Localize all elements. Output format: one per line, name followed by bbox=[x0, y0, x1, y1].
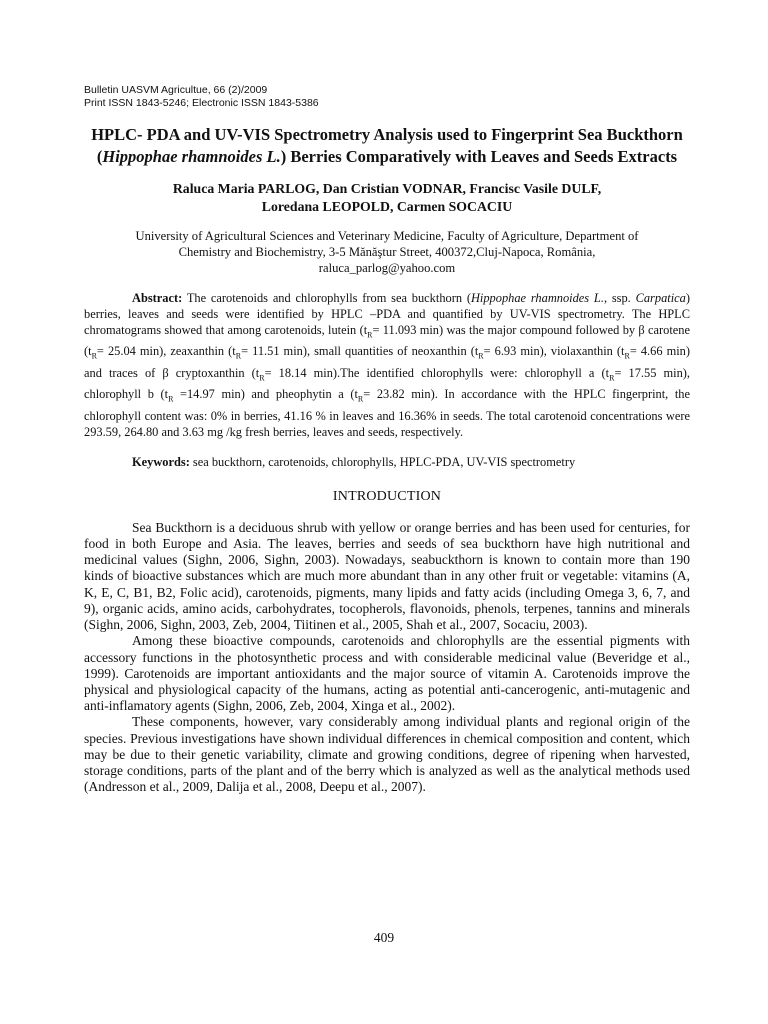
authors-line-1: Raluca Maria PARLOG, Dan Cristian VODNAR, Francisc Vasile DULF, bbox=[172, 181, 602, 196]
affiliation-line-2: Chemistry and Biochemistry, 3-5 Mănăştur Street, 400372,Cluj-Napoca, România, bbox=[178, 245, 596, 259]
abstract-text: The carotenoids and chlorophylls from sea buckthorn ( bbox=[182, 291, 471, 305]
abstract bbox=[84, 290, 690, 440]
abstract-text: = 18.14 min).The identified chlorophylls were: chlorophyll a (t bbox=[264, 365, 610, 380]
abstract-text: , ssp. bbox=[603, 291, 636, 305]
keywords-text: sea buckthorn, carotenoids, chlorophylls, HPLC-PDA, UV-VIS spectrometry bbox=[189, 454, 576, 469]
abstract-text: ) berries, leaves and seeds were identified by HPLC –PDA and quantified by UV-VIS spectrometry. The HPLC chromatograms showed that among carotenoids, lutein (t bbox=[84, 291, 690, 337]
abstract-label: Abstract: bbox=[132, 291, 183, 305]
abstract-text: = 17.55 min), chlorophyll b (t bbox=[84, 365, 690, 402]
abstract-paragraph bbox=[84, 290, 690, 440]
author-email: raluca_parlog@yahoo.com bbox=[318, 261, 456, 275]
retention-subscript: R bbox=[478, 351, 484, 361]
affiliation-line-1: University of Agricultural Sciences and Veterinary Medicine, Faculty of Agriculture, Department of bbox=[135, 229, 639, 243]
paper-title bbox=[84, 124, 690, 168]
journal-header bbox=[84, 84, 690, 110]
retention-subscript: R bbox=[609, 373, 615, 383]
abstract-subspecies: Carpatica bbox=[635, 291, 686, 305]
introduction-paragraph-1: Sea Buckthorn is a deciduous shrub with yellow or orange berries and has been used for centuries, for food in both Europe and Asia. The leaves, berries and seeds of sea buckthorn have high nutritional and medicinal values (Sighn, 2006, Sighn, 2003). Nowadays, seabuckthorn is known to contain more than 190 kinds of bioactive substances which are much more abundant than in any other fruit or vegetable: vitamins (A, K, E, C, B1, B2, Folic acid), carotenoids, pigments, many lipids and fatty acids (including Omega 3, 6, 7, and 9), organic acids, amino acids, carbohydrates, tocopherols, flavonoids, phenols, terpenes, tannins and minerals (Sighn, 2006, Sighn, 2003, Zeb, 2004, Tiitinen et al., 2005, Shah et al., 2007, Socaciu, 2003). bbox=[84, 519, 690, 633]
abstract-text: = 11.093 min) was the major compound followed by β carotene (t bbox=[84, 323, 690, 359]
introduction-paragraph-2: Among these bioactive compounds, carotenoids and chlorophylls are the essential pigments with accessory functions in the photosynthetic process and with considerable medicinal value (Beveridge et al., 1999). Carotenoids are important antioxidants and the major source of vitamin A. Carotenoids improve the physical and physiological capacity of the humans, acting as potential anti-cancerogenic, anti-mutagenic and anti-inflamatory agents (Sighn, 2006, Zeb, 2004, Xinga et al., 2002). bbox=[84, 633, 690, 714]
title-species: Hippophae rhamnoides L. bbox=[102, 147, 281, 166]
paper-page bbox=[84, 84, 690, 795]
journal-issn: Print ISSN 1843-5246; Electronic ISSN 1843-5386 bbox=[84, 97, 319, 109]
title-part-2: ) Berries Comparatively with Leaves and Seeds Extracts bbox=[280, 147, 678, 166]
retention-subscript: R bbox=[367, 330, 373, 340]
retention-subscript: R bbox=[624, 351, 630, 361]
introduction-paragraph-3: These components, however, vary considerably among individual plants and regional origin of the species. Previous investigations have shown individual differences in chemical composition and content, which may be due to their genetic variability, climate and growing conditions, degree of ripening when harvested, storage conditions, parts of the plant and of the berry which is analyzed as well as the analytical methods used (Andresson et al., 2009, Dalija et al., 2008, Deepu et al., 2007). bbox=[84, 714, 690, 795]
page-number: 409 bbox=[373, 930, 395, 945]
abstract-species: Hippophae rhamnoides L. bbox=[470, 291, 604, 305]
journal-citation: Bulletin UASVM Agricultue, 66 (2)/2009 bbox=[84, 84, 268, 96]
authors-line-2: Loredana LEOPOLD, Carmen SOCACIU bbox=[261, 199, 513, 214]
retention-subscript: R bbox=[259, 373, 265, 383]
retention-subscript: R bbox=[168, 394, 174, 404]
retention-subscript: R bbox=[357, 394, 364, 404]
affiliation bbox=[84, 228, 690, 276]
abstract-text: = 23.82 min). In accordance with the HPLC fingerprint, the chlorophyll content was: 0% in berries, 41.16 % in leaves and 16.36% in seeds. The total carotenoid concentrations were 293.59, 264.80 and 3.63 mg /kg fresh berries, leaves and seeds, respectively. bbox=[84, 387, 690, 439]
abstract-text: = 6.93 min), violaxanthin (t bbox=[483, 344, 625, 359]
keywords bbox=[84, 454, 690, 470]
title-part-1: HPLC- PDA and UV-VIS Spectrometry Analysis used to Fingerprint Sea Buckthorn ( bbox=[91, 125, 683, 166]
abstract-text: =14.97 min) and pheophytin a (t bbox=[173, 387, 358, 402]
author-list bbox=[84, 180, 690, 216]
keywords-label: Keywords: bbox=[132, 454, 190, 469]
retention-subscript: R bbox=[91, 351, 97, 361]
abstract-text: = 11.51 min), small quantities of neoxanthin (t bbox=[241, 344, 479, 359]
introduction-body bbox=[84, 520, 690, 795]
introduction-heading: INTRODUCTION bbox=[332, 488, 442, 504]
abstract-text: = 4.66 min) and traces of β cryptoxanthin (t bbox=[84, 344, 690, 380]
abstract-text: = 25.04 min), zeaxanthin (t bbox=[96, 344, 236, 359]
retention-subscript: R bbox=[235, 351, 242, 361]
